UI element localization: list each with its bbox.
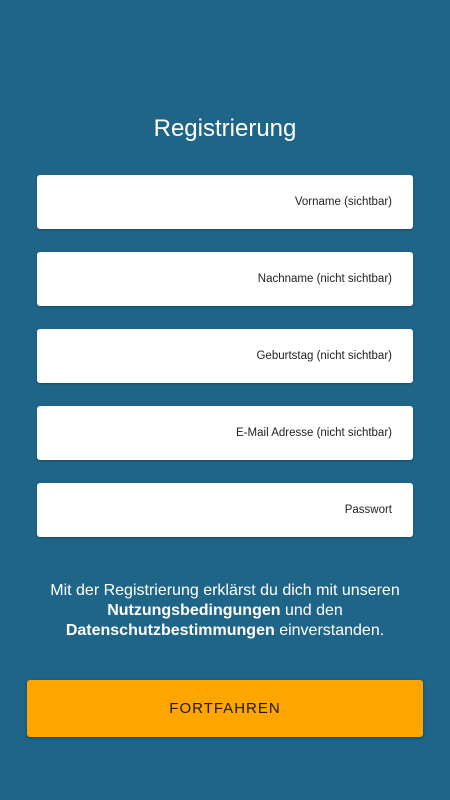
consent-text bbox=[20, 581, 430, 641]
first-name-input[interactable] bbox=[37, 175, 413, 229]
email-input[interactable] bbox=[37, 406, 413, 460]
first-name-field-container bbox=[37, 175, 413, 229]
consent-text-middle: und den bbox=[280, 602, 343, 619]
consent-text-after: einverstanden. bbox=[274, 622, 385, 639]
last-name-input[interactable] bbox=[37, 252, 413, 306]
privacy-link[interactable]: Datenschutzbestimmungen bbox=[65, 622, 275, 639]
continue-button[interactable]: FORTFAHREN bbox=[27, 680, 423, 737]
birthday-input[interactable] bbox=[37, 329, 413, 383]
password-input[interactable] bbox=[37, 483, 413, 537]
birthday-field-container bbox=[37, 329, 413, 383]
terms-link[interactable]: Nutzungsbedingungen bbox=[107, 602, 281, 619]
consent-text-before: Mit der Registrierung erklärst du dich mit unseren bbox=[50, 582, 400, 599]
last-name-field-container bbox=[37, 252, 413, 306]
page-title: Registrierung bbox=[153, 115, 297, 142]
email-field-container bbox=[37, 406, 413, 460]
password-field-container bbox=[37, 483, 413, 537]
